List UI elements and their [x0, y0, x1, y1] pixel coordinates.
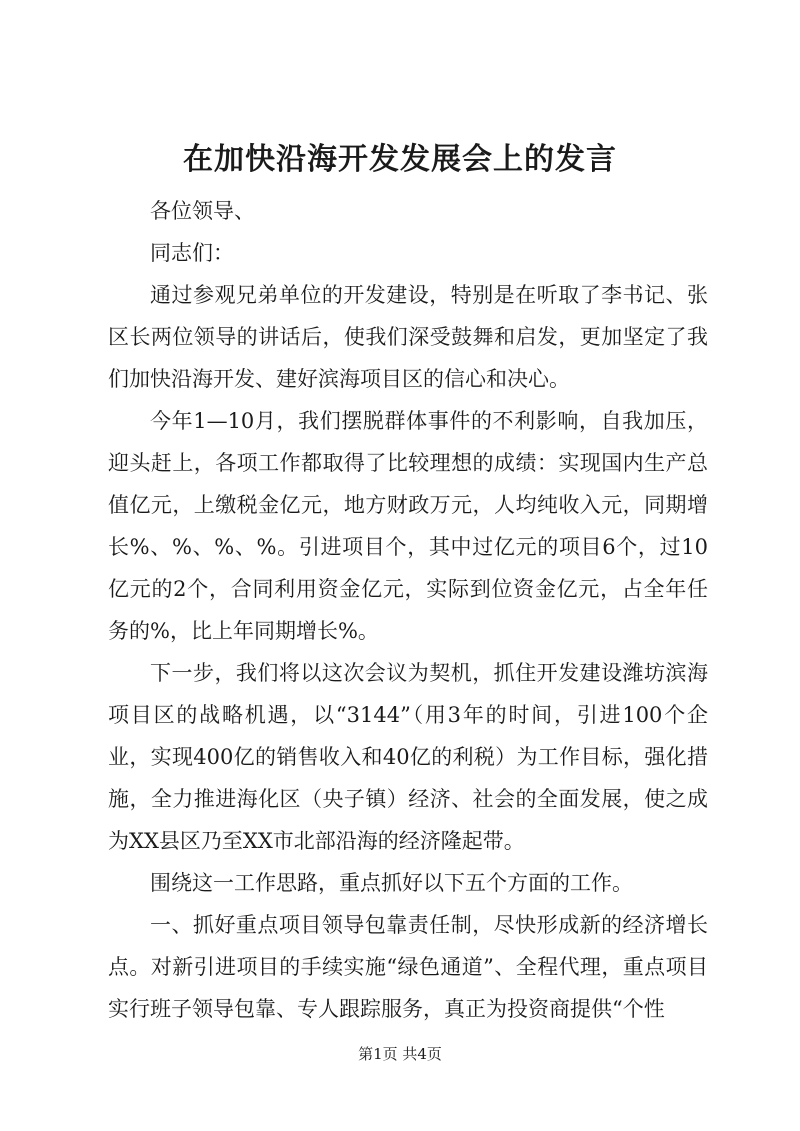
- salutation-line-1: 各位领导、: [150, 199, 255, 223]
- salutation-line-2: 同志们：: [150, 241, 234, 265]
- paragraph-task-one: 一、抓好重点项目领导包靠责任制，尽快形成新的经济增长点。对新引进项目的手续实施“绿色通道”、全程代理，重点项目实行班子领导包靠、专人跟踪服务，真正为投资商提供“个性: [108, 913, 708, 1021]
- paragraph-achievements: 今年1—10月，我们摆脱群体事件的不利影响，自我加压，迎头赶上，各项工作都取得了比较理想的成绩：实现国内生产总值亿元，上缴税金亿元，地方财政万元，人均纯收入元，同期增长%、%、%、%。引进项目个，其中过亿元的项目6个，过10亿元的2个，合同利用资金亿元，实际到位资金亿元，占全年任务的%，比上年同期增长%。: [108, 409, 708, 643]
- page-footer: 第1页 共4页: [358, 1045, 442, 1063]
- paragraph-intro: 通过参观兄弟单位的开发建设，特别是在听取了李书记、张区长两位领导的讲话后，使我们深受鼓舞和启发，更加坚定了我们加快沿海开发、建好滨海项目区的信心和决心。: [108, 283, 708, 391]
- document-body: [108, 190, 708, 1030]
- paragraph-five-tasks: 围绕这一工作思路，重点抓好以下五个方面的工作。: [150, 871, 633, 895]
- document-title: 在加快沿海开发发展会上的发言: [183, 142, 617, 177]
- paragraph-next-steps: 下一步，我们将以这次会议为契机，抓住开发建设潍坊滨海项目区的战略机遇，以“3144”（用3年的时间，引进100个企业，实现400亿的销售收入和40亿的利税）为工作目标，强化措施，全力推进海化区（央子镇）经济、社会的全面发展，使之成为XX县区乃至XX市北部沿海的经济隆起带。: [108, 661, 708, 853]
